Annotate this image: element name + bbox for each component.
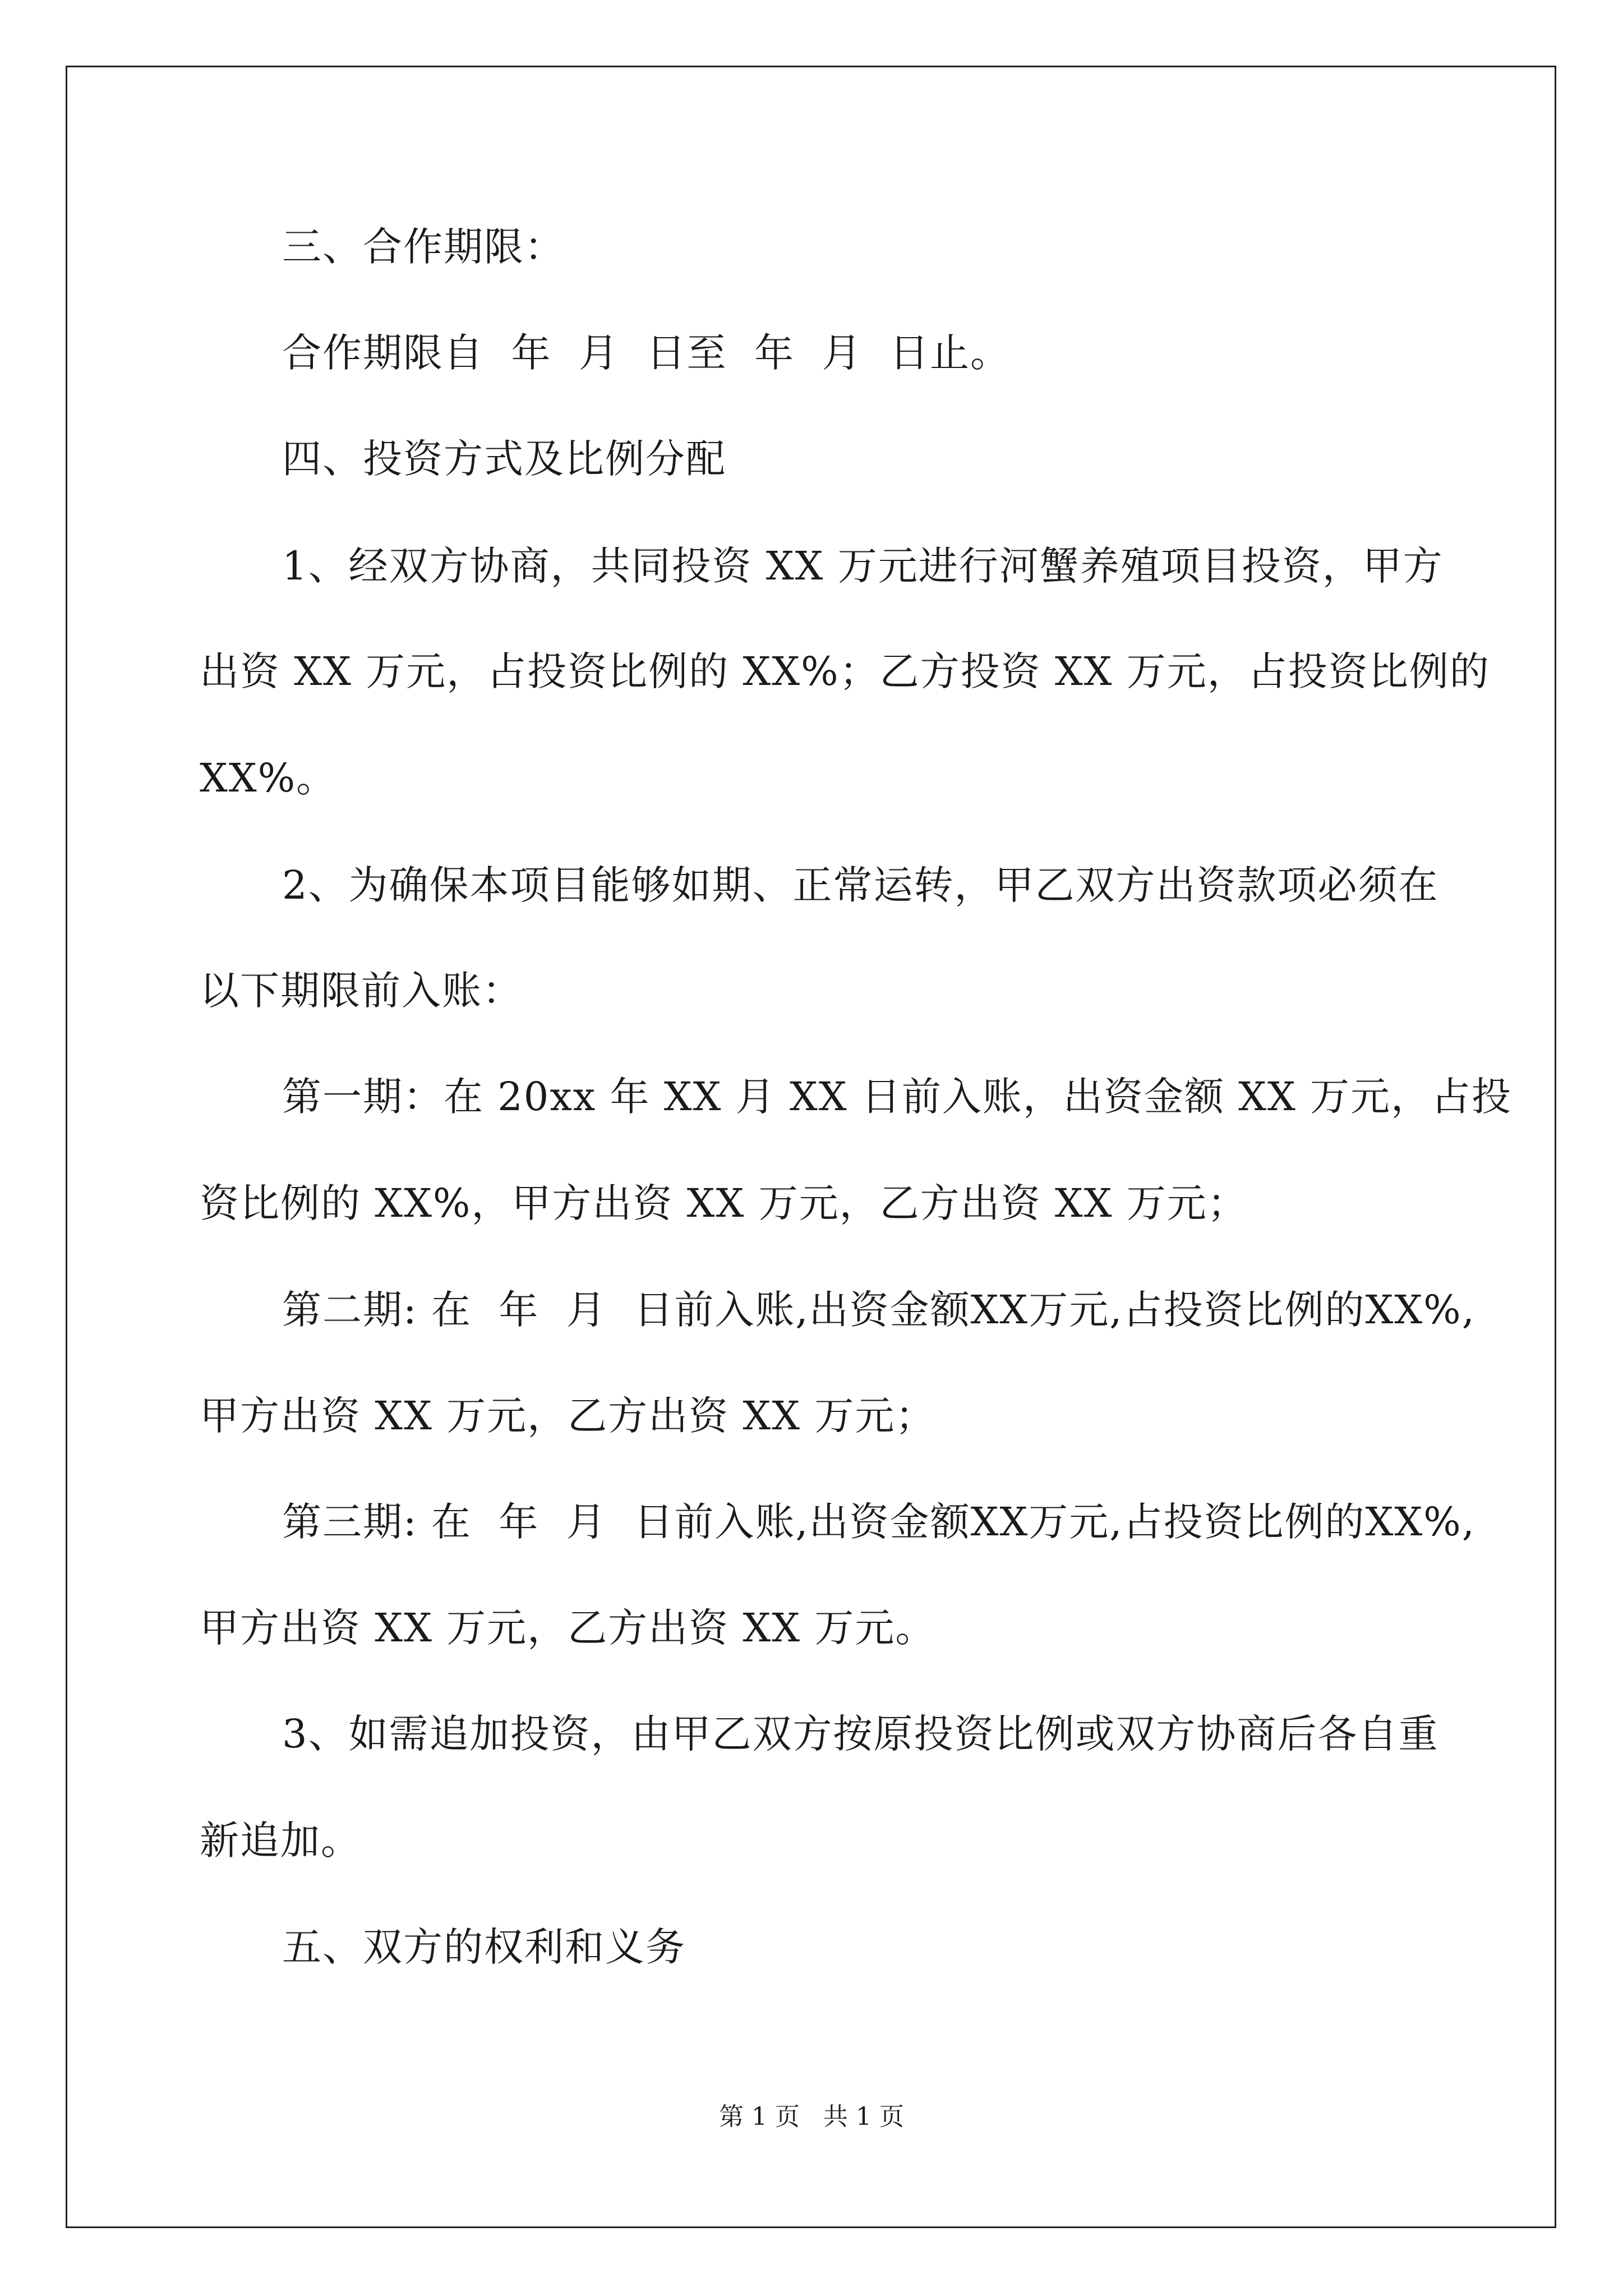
paragraph-line: 甲方出资 XX 万元，乙方出资 XX 万元。 (200, 1605, 936, 1651)
section-heading-rights-obligations: 五、双方的权利和义务 (282, 1924, 686, 1970)
paragraph-line: 1、经双方协商，共同投资 XX 万元进行河蟹养殖项目投资，甲方 (282, 543, 1444, 589)
paragraph-line: 2、为确保本项目能够如期、正常运转，甲乙双方出资款项必须在 (282, 862, 1439, 908)
page-footer: 第 1 页 共 1 页 (719, 2102, 904, 2131)
paragraph-line: 以下期限前入账： (200, 968, 523, 1014)
paragraph-line: 出资 XX 万元，占投资比例的 XX%；乙方投资 XX 万元，占投资比例的 (200, 648, 1490, 694)
section-heading-cooperation-period: 三、合作期限： (282, 224, 565, 270)
paragraph-line: 第三期: 在 年 月 日前入账,出资金额XX万元,占投资比例的XX%, (282, 1499, 1476, 1545)
paragraph-line: 第一期：在 20xx 年 XX 月 XX 日前入账，出资金额 XX 万元，占投 (282, 1074, 1513, 1120)
paragraph-cooperation-period: 合作期限自 年 月 日至 年 月 日止。 (282, 330, 1011, 376)
section-heading-investment: 四、投资方式及比例分配 (282, 436, 726, 482)
paragraph-line: 3、如需追加投资，由甲乙双方按原投资比例或双方协商后各自重 (282, 1711, 1439, 1757)
paragraph-line: XX%。 (200, 755, 337, 801)
paragraph-line: 资比例的 XX%，甲方出资 XX 万元，乙方出资 XX 万元； (200, 1180, 1248, 1226)
paragraph-line: 甲方出资 XX 万元，乙方出资 XX 万元； (200, 1393, 936, 1439)
page-frame (66, 66, 1556, 2228)
paragraph-line: 第二期: 在 年 月 日前入账,出资金额XX万元,占投资比例的XX%, (282, 1287, 1476, 1333)
paragraph-line: 新追加。 (200, 1818, 361, 1864)
